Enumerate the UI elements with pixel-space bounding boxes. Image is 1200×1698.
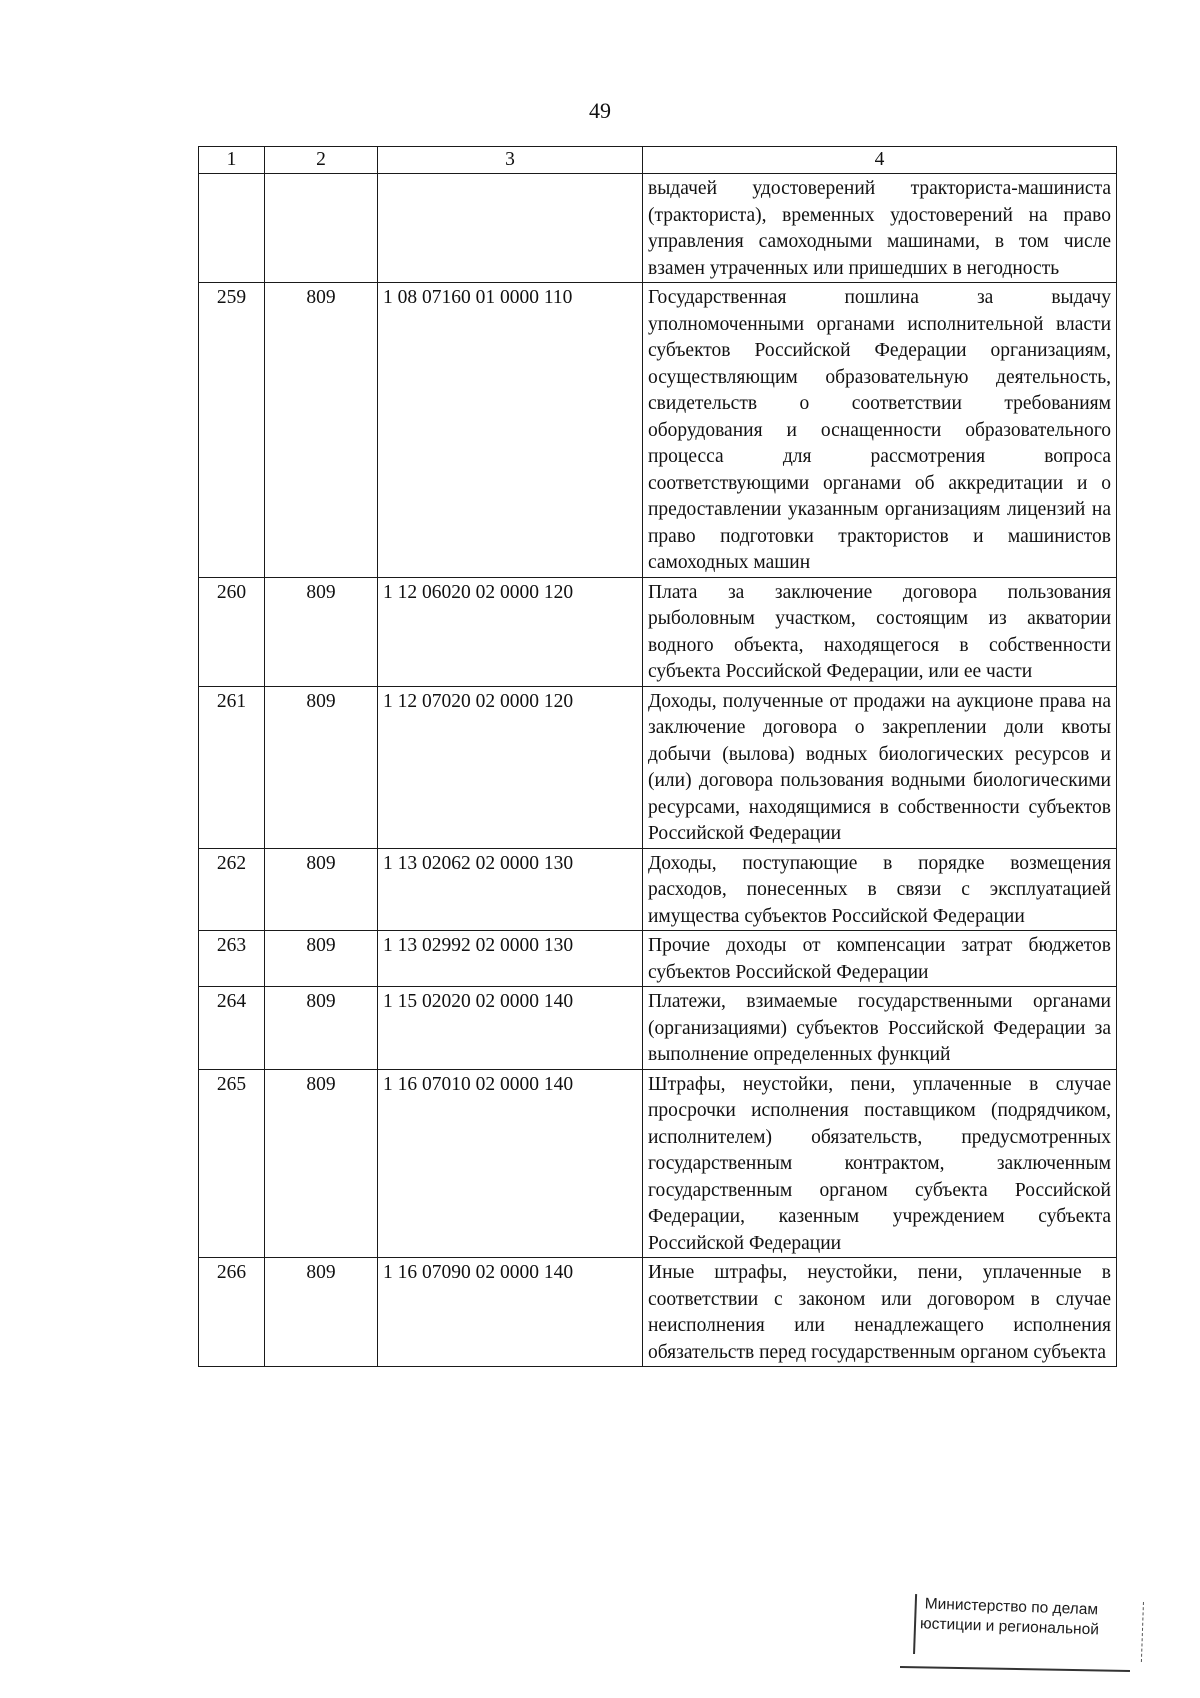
row-chapter-code xyxy=(265,174,378,283)
header-col-1: 1 xyxy=(199,147,265,174)
row-chapter-code: 809 xyxy=(265,848,378,931)
row-number: 262 xyxy=(199,848,265,931)
row-description: выдачей удостоверений тракториста-машиниста (тракториста), временных удостоверений на право управления самоходными машинами, в том числе взамен утраченных или пришедших в негодность xyxy=(643,174,1117,283)
row-chapter-code: 809 xyxy=(265,686,378,848)
row-description: Штрафы, неустойки, пени, уплаченные в случае просрочки исполнения поставщиком (подрядчиком, исполнителем) обязательств, предусмотренных государственным контрактом, заключенным государственным органом субъекта Российской Федерации, казенным учреждением субъекта Российской Федерации xyxy=(643,1069,1117,1258)
table-row xyxy=(199,1258,1117,1367)
row-description: Доходы, полученные от продажи на аукционе права на заключение договора о закреплении доли квоты добычи (вылова) водных биологических ресурсов и (или) договора пользования водными биологическими ресурсами, находящимися в собственности субъектов Российской Федерации xyxy=(643,686,1117,848)
row-budget-code: 1 13 02062 02 0000 130 xyxy=(378,848,643,931)
row-chapter-code: 809 xyxy=(265,577,378,686)
table-row xyxy=(199,931,1117,987)
stamp-underline xyxy=(900,1666,1130,1672)
row-number: 266 xyxy=(199,1258,265,1367)
table-row xyxy=(199,848,1117,931)
row-description: Плата за заключение договора пользования рыболовным участком, состоящим из акватории водного объекта, находящегося в собственности субъекта Российской Федерации, или ее части xyxy=(643,577,1117,686)
row-number: 261 xyxy=(199,686,265,848)
row-budget-code: 1 08 07160 01 0000 110 xyxy=(378,283,643,578)
table-row xyxy=(199,174,1117,283)
table-row xyxy=(199,283,1117,578)
table-row xyxy=(199,686,1117,848)
budget-classification-table xyxy=(198,146,1117,1367)
table-header-row xyxy=(199,147,1117,174)
row-number: 263 xyxy=(199,931,265,987)
row-budget-code: 1 12 06020 02 0000 120 xyxy=(378,577,643,686)
row-budget-code xyxy=(378,174,643,283)
row-chapter-code: 809 xyxy=(265,987,378,1070)
row-description: Государственная пошлина за выдачу уполномоченными органами исполнительной власти субъектов Российской Федерации организациям, осуществляющим образовательную деятельность, свидетельств о соответствии требованиям оборудования и оснащенности образовательного процесса для рассмотрения вопроса соответствующими органами об аккредитации и о предоставлении указанным организациям лицензий на право подготовки трактористов и машинистов самоходных машин xyxy=(643,283,1117,578)
stamp-line-2: юстиции и региональной xyxy=(919,1615,1100,1639)
row-budget-code: 1 15 02020 02 0000 140 xyxy=(378,987,643,1070)
header-col-4: 4 xyxy=(643,147,1117,174)
row-number: 265 xyxy=(199,1069,265,1258)
row-number: 259 xyxy=(199,283,265,578)
stamp-line-1: Министерство по делам xyxy=(924,1595,1099,1619)
row-chapter-code: 809 xyxy=(265,1258,378,1367)
table-row xyxy=(199,987,1117,1070)
table-row xyxy=(199,577,1117,686)
row-chapter-code: 809 xyxy=(265,283,378,578)
row-description: Прочие доходы от компенсации затрат бюджетов субъектов Российской Федерации xyxy=(643,931,1117,987)
row-description: Иные штрафы, неустойки, пени, уплаченные в соответствии с законом или договором в случае неисполнения или ненадлежащего исполнения обязательств перед государственным органом субъекта xyxy=(643,1258,1117,1367)
row-chapter-code: 809 xyxy=(265,1069,378,1258)
row-budget-code: 1 16 07010 02 0000 140 xyxy=(378,1069,643,1258)
row-budget-code: 1 12 07020 02 0000 120 xyxy=(378,686,643,848)
row-number: 264 xyxy=(199,987,265,1070)
row-description: Платежи, взимаемые государственными органами (организациями) субъектов Российской Федерации за выполнение определенных функций xyxy=(643,987,1117,1070)
row-budget-code: 1 16 07090 02 0000 140 xyxy=(378,1258,643,1367)
ministry-stamp xyxy=(913,1594,1144,1662)
header-col-3: 3 xyxy=(378,147,643,174)
header-col-2: 2 xyxy=(265,147,378,174)
table-row xyxy=(199,1069,1117,1258)
row-number: 260 xyxy=(199,577,265,686)
row-number xyxy=(199,174,265,283)
page-number: 49 xyxy=(589,98,611,123)
row-chapter-code: 809 xyxy=(265,931,378,987)
row-budget-code: 1 13 02992 02 0000 130 xyxy=(378,931,643,987)
row-description: Доходы, поступающие в порядке возмещения расходов, понесенных в связи с эксплуатацией имущества субъектов Российской Федерации xyxy=(643,848,1117,931)
